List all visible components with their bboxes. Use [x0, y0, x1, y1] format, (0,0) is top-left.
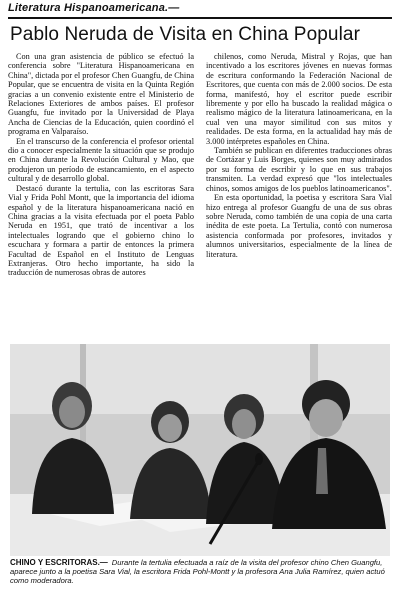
- group-photo: [10, 344, 390, 556]
- paragraph: También se publican en diferentes traducciones obras de Cortázar y Luis Borges, quienes son muy admirados por su forma de escribir y lo que en sus trabajos transmiten. La verdad expresó que "los intelectuales chinos, somos amigos de los pueblos latinoamericanos".: [206, 146, 392, 193]
- group-photo-illustration: [10, 344, 390, 556]
- article-column-left: [8, 52, 194, 342]
- caption-title: CHINO Y ESCRITORAS.—: [10, 558, 108, 567]
- paragraph: En el transcurso de la conferencia el profesor oriental dio a conocer especialmente la situación que se produjo en China durante la Revolución Cultural y Mao, que produjeron un período de estancamiento, en el aspecto cultural y de desarrollo global.: [8, 136, 194, 184]
- caption-text: Durante la tertulia efectuada a raíz de la visita del profesor chino Chen Guangfu, aparece junto a la poetisa Sara Vial, la escritora Frida Pohl-Montt y la profesora Ana Julia Ramírez, quien actuó como moderadora.: [10, 558, 385, 586]
- paragraph: En esta oportunidad, la poetisa y escritora Sara Vial hizo entrega al profesor Guangfu de una de sus obras sobre Neruda, como también de una copia de una carta inédita de este poeta. La Tertulia, contó con numerosa asistencia conformada por profesores, invitados y alumnos universitarios, especialmente de la línea de literatura.: [206, 193, 392, 259]
- section-rule: [8, 17, 392, 19]
- photo-caption: [10, 558, 390, 586]
- paragraph: Con una gran asistencia de público se efectuó la conferencia sobre "Literatura Hispanoamericana en China", dictada por el profesor Chen Guangfu, de China Popular, que se encuentra de visita en la Quinta Región gracias a un convenio existente entre el Ministerio de Relaciones Exteriores de ambos países. El profesor Guangfu, fue invitado por la Universidad de Playa Ancha de Ciencias de la Educación, quien coordinó el programa en Valparaíso.: [8, 52, 194, 137]
- paragraph: chilenos, como Neruda, Mistral y Rojas, que han incentivado a los escritores jóvenes en nuevas formas de escritura conformando la Federación Nacional de Escritores, que cuenta con más de 2.000 socios. De esta forma, manifestó, hoy el escritor puede escribir libremente y por ello ha buscado la realidad mágica o realismo mágico de la literatura latinoamericana, en la cual ven una mayor similitud con sus mitos y realidades. De esta forma, en la actualidad hay más de 3.000 intérpretes españoles en China.: [206, 52, 392, 146]
- paragraph: Destacó durante la tertulia, con las escritoras Sara Vial y Frida Pohl Montt, que la importancia del idioma español y de la literatura hispanoamericana nació en China gracias a la visita efectuada por el poeta Pablo Neruda en 1951, que trató de incentivar a los intelectuales logrando que el gobierno chino lo escuchara y formara a partir de entonces la primera Facultad de Español en el Instituto de Lenguas Extranjeras. Otro hecho importante, ha sido la traducción de numerosas obras de autores: [8, 183, 194, 278]
- article-headline: Pablo Neruda de Visita en China Popular: [10, 24, 361, 45]
- section-title: Literatura Hispanoamericana.—: [8, 2, 180, 14]
- article-column-right: [206, 52, 392, 342]
